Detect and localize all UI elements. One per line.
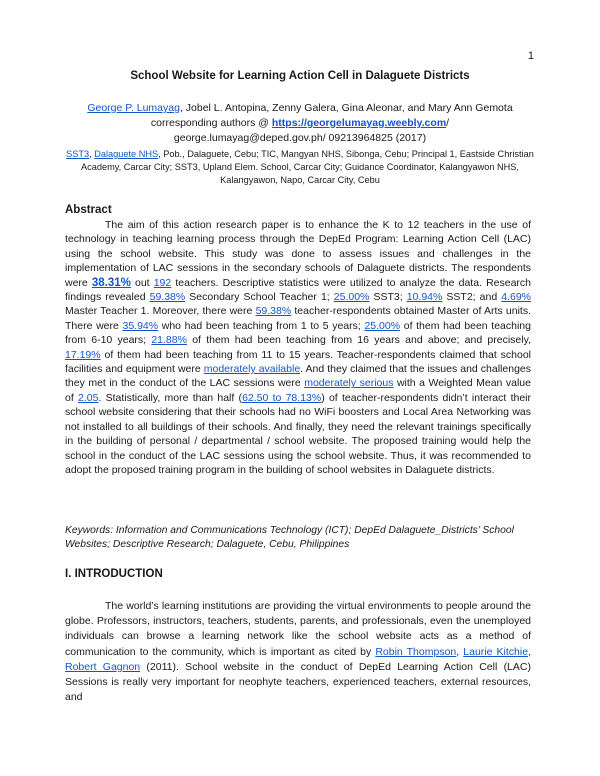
intro-link-robert-gagnon[interactable]: Robert Gagnon: [65, 660, 141, 673]
abstract-link[interactable]: 59.38%: [255, 305, 292, 318]
intro-text: ,: [456, 645, 464, 658]
affil-rest: , Pob., Dalaguete, Cebu; TIC, Mangyan NHS, Sibonga, Cebu; Principal 1, Eastside Christian Academy, Carcar City; SST3, Upland Elem. School, Carcar City; Guidance Coordinator, Kalangyawon NHS, Kalangyawon, Napo, Carcar City, Cebu: [81, 149, 534, 185]
abstract-text: Secondary School Teacher 1;: [185, 291, 334, 304]
abstract-link[interactable]: 192: [153, 276, 172, 289]
other-authors: , Jobel L. Antopina, Zenny Galera, Gina Aleonar, and Mary Ann Gemota: [179, 102, 513, 114]
introduction-body: [65, 599, 531, 705]
abstract-link[interactable]: 17.19%: [65, 348, 101, 361]
website-suffix: /: [446, 117, 450, 129]
abstract-text: The aim of this action research paper is to enhance the K to 12 teachers in the use of technology in teaching learning process through the DepEd Program: Learning Action Cell (LAC) using the school website. This study was done to assess issues and challenges in the implementation of LAC sessions in the secondary schools of Dalaguete districts. The respondents were: [65, 219, 531, 289]
abstract-text: with a Weighted Mean value of: [65, 377, 531, 404]
abstract-text: . Statistically, more than half (: [98, 391, 243, 404]
abstract-text: SST3;: [369, 291, 407, 304]
abstract-text: who had been teaching from 1 to 5 years;: [158, 319, 365, 332]
author-block: [64, 101, 536, 146]
abstract-body: [65, 218, 531, 477]
intro-link-robin-thompson[interactable]: Robin Thompson: [375, 645, 457, 658]
abstract-text: Master Teacher 1. Moreover, there were: [65, 305, 256, 318]
affil-link-dalaguete-nhs[interactable]: Dalaguete NHS: [94, 149, 159, 159]
abstract-text: of them had been teaching from 6-10 years;: [65, 319, 531, 347]
abstract-link[interactable]: moderately available: [203, 363, 301, 376]
contact-info: george.lumayag@deped.gov.ph/ 09213964825 (2017): [173, 132, 427, 144]
abstract-link[interactable]: 25.00%: [333, 291, 370, 304]
affil-link-sst3[interactable]: SST3: [66, 149, 90, 159]
abstract-text: SST2; and: [442, 291, 502, 304]
website-link[interactable]: https://georgelumayag.weebly.com: [271, 117, 447, 129]
abstract-text: of them had been teaching from 11 to 15 years. Teacher-respondents claimed that school facilities and equipment were: [65, 348, 531, 376]
intro-text: The world’s learning institutions are providing the virtual environments to people around the globe. Professors, instructors, teachers, students, parents, and professionals, even the unemployed individuals can browse a learning network like the school website acts as a method of communication to the community, which is important as cited by: [65, 600, 531, 658]
abstract-text: ) of teacher-respondents didn’t interact their school website considering that their schools had no WiFi boosters and Local Area Networking was not installed to all buildings of their schools. And finally, they need the relevant trainings specifically in the building of personal / departmental / school website. The proposed training would help the school in the conduct of the LAC sessions using the school website. Thus, it was recommended to adopt the proposed training program in the building of school websites in Dalaguete districts.: [65, 391, 531, 476]
abstract-link[interactable]: moderately serious: [304, 377, 394, 390]
abstract-link[interactable]: 4.69%: [501, 291, 532, 304]
abstract-link[interactable]: 59.38%: [149, 291, 186, 304]
first-author-link[interactable]: George P. Lumayag: [87, 102, 180, 114]
paper-title: School Website for Learning Action Cell in Dalaguete Districts: [130, 70, 470, 82]
page-number: 1: [527, 50, 534, 62]
introduction-heading: I. INTRODUCTION: [65, 568, 163, 580]
abstract-text: teacher-respondents obtained Master of Arts units. There were: [65, 305, 531, 332]
keywords: Keywords: Information and Communications Technology (ICT); DepEd Dalaguete_Districts’ School Websites; Descriptive Research; Dalaguete, Cebu, Philippines: [65, 525, 514, 550]
affiliation-block: [64, 148, 536, 187]
abstract-link[interactable]: 38.31%: [91, 276, 131, 289]
abstract-link[interactable]: 10.94%: [406, 291, 443, 304]
abstract-text: of them had been teaching from 16 years and above; and precisely,: [186, 334, 531, 347]
abstract-link[interactable]: 2.05: [78, 391, 99, 404]
abstract-text: teachers. Descriptive statistics were utilized to analyze the data. Research findings revealed: [65, 276, 532, 304]
intro-text: ,: [528, 645, 531, 658]
abstract-text: out: [130, 276, 154, 289]
corresponding-prefix: corresponding authors @: [150, 117, 272, 129]
abstract-link[interactable]: 35.94%: [122, 319, 159, 332]
affil-sep: ,: [89, 149, 95, 159]
abstract-link[interactable]: 62.50 to 78.13%: [242, 391, 322, 404]
intro-text: (2011). School website in the conduct of DepEd Learning Action Cell (LAC) Sessions is really very important for neophyte teachers, experienced teachers, external resources, and: [65, 660, 531, 704]
abstract-text: . And they claimed that the issues and challenges they met in the conduct of the LAC sessions were: [65, 363, 531, 390]
abstract-link[interactable]: 25.00%: [364, 319, 401, 332]
intro-link-laurie-kitchie[interactable]: Laurie Kitchie: [463, 645, 529, 658]
abstract-link[interactable]: 21.88%: [151, 334, 187, 347]
abstract-heading: Abstract: [65, 204, 112, 216]
